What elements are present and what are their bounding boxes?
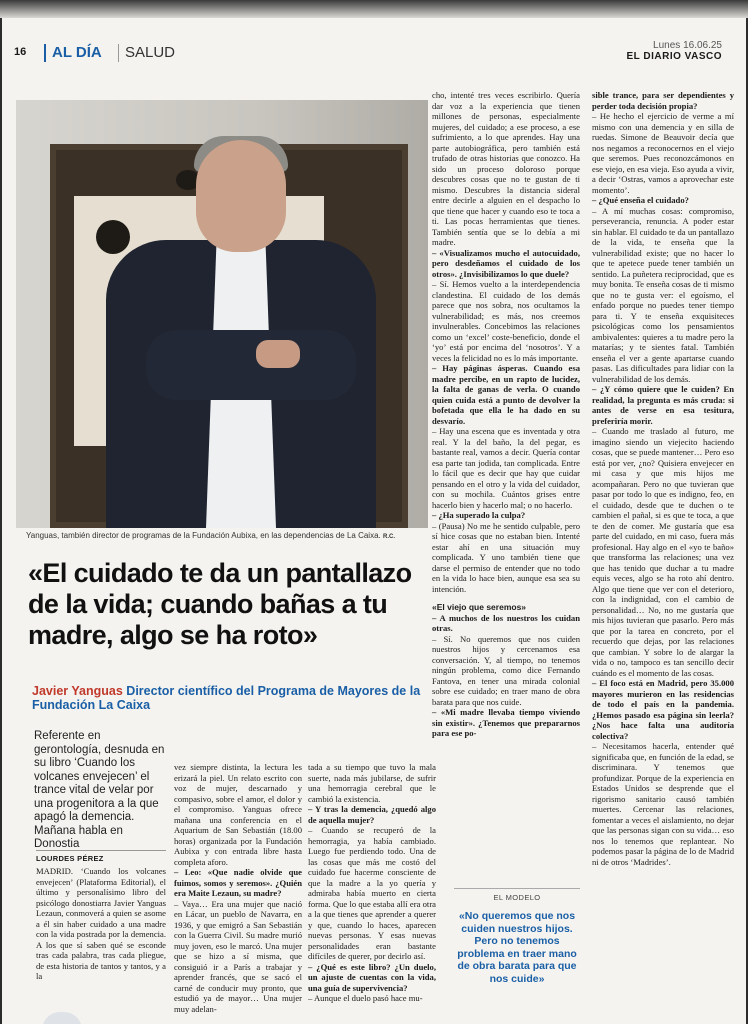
- column-3: [308, 762, 436, 1004]
- overlay-button-left: [42, 1012, 82, 1024]
- interviewee-name: Javier Yanguas: [32, 684, 123, 698]
- question: – A muchos de los nuestros los cuidan otras.: [432, 612, 580, 633]
- paragraph: vez siempre distinta, la lectura les erizará la piel. Un relato escrito con voz de mujer, descarnado y compasivo, sobre el amor, el dolor y el compromiso. Yanguas ofrece mañana una conferencia en el Aquarium de San Sebastián (18.00 horas) organizada por la Fundación Aubixa y con entrada libre hasta completa aforo.: [174, 762, 302, 867]
- lede: Referente en gerontología, desnuda en su libro ‘Cuando los volcanes envejecen’ el trance vital de velar por una progenitora a la que apagó la demencia. Mañana habla en Donostia: [34, 730, 165, 850]
- photo-credit: R.C.: [382, 534, 395, 540]
- column-4: [432, 90, 580, 739]
- pull-quote-label: EL MODELO: [454, 888, 580, 902]
- question: – ¿Y cómo quiere que le cuiden? En realidad, la pregunta es más cruda: si antes de verse en esa tesitura, preferiría morir.: [592, 384, 734, 426]
- pull-quote-box: [454, 888, 580, 985]
- question: – Leo: «Que nadie olvide que fuimos, somos y seremos». ¿Quién era Maite Lezaun, su madre?: [174, 867, 302, 898]
- paragraph: – He hecho el ejercicio de verme a mí mismo con una demencia y en silla de ruedas. Simone de Beauvoir decía que nos negamos a reconocernos en el viejo que seremos. Pues reconozcámonos en ese viejo, en esa vieja. Eso ayuda a vivir, a decir ‘Ostras, vamos a aprovechar este momento’.: [592, 111, 734, 195]
- question: – «Mi madre llevaba tiempo viviendo sin existir». ¿Tenemos que prepararnos para ese po-: [432, 707, 580, 738]
- column-2: [174, 762, 302, 1014]
- author: LOURDES PÉREZ: [36, 850, 166, 863]
- portrait-subject: [106, 120, 386, 528]
- paragraph: – Cuando se recuperó de la hemorragia, ya había cambiado. Luego fue perdiendo todo. Una de las cosas que más me costó del cuidado fue hacerme consciente de que la madre a la yo quería y admiraba había muerto en cierta forma. Que lo que estaba allí era otra a la que tienes que aprender a querer y que, cuando lo haces, aparecen nuevas personas. Y esas nuevas personalidades eran bastante difíciles de querer, por decirlo así.: [308, 825, 436, 961]
- paragraph: – (Pausa) No me he sentido culpable, pero sí hice cosas que no estaban bien. Intenté estar ahí en una situación muy complicada. Y uno también tiene que darse el permiso de entender que no todo en la vida lo hace bien, aunque esa sea su intención.: [432, 520, 580, 594]
- question: sible trance, para ser dependientes y perder toda decisión propia?: [592, 90, 734, 111]
- question: – Y tras la demencia, ¿quedó algo de aquella mujer?: [308, 804, 436, 825]
- byline: [32, 684, 438, 712]
- paragraph: – Sí. No queremos que nos cuiden nuestros hijos y cercenamos esa conversación. Y, al tiempo, no tenemos ningún problema, como dice Fernando Fantova, en tener una mirada colonial sobre ese cuidado; en traer mano de obra barata para que nos cuide.: [432, 633, 580, 707]
- paragraph: – Sí. Hemos vuelto a la interdependencia clandestina. El cuidado de los demás parece que nos sobra, nos ocultamos la vulnerabilidad; es más, nos creemos invulnerables. Concebimos las relaciones como un ‘excel’ coste-beneficio, donde el ‘yo’ está por encima del ‘nosotros’. Y a veces la felicidad no es lo más importante.: [432, 279, 580, 363]
- paragraph: – A mí muchas cosas: compromiso, perseverancia, renuncia. A poder estar sin hablar. El cuidado te da un pantallazo de la vida, te enseña que la vulnerabilidad existe; que no hacer lo que te apetece puede tener también un sentido. La puñetera reciprocidad, que es muy bonita. Te enseña cosas de ti mismo que no te gusta ver: el egoísmo, el enfado porque no puedes tener tiempo para ti. Y te enseña exquisiteces psicológicas como los pensamientos ambivalentes: quieres a tu madre pero la matarías; y te sientes fatal. También enseña el ver a gente apartarse cuando pasas. Las dificultades para lidiar con la vulnerabilidad de los demás.: [592, 205, 734, 384]
- paragraph: – Cuando me traslado al futuro, me imagino siendo un viejecito haciendo cosas, que se puede mantener… Pero eso está por ver, ¿no? Quisiera envejecer en mi casa y que mis hijos me acompañaran. Pero no que tuvieran que pasar por todo lo que es indigno, feo, en el cuidado, desde que te duchen o te cambien el pañal, si es que te toca, a que te den de comer. Me gustaría que esa parte del cuidado, en mi caso, fuera más profesional. Hay algo en el «yo te baño» que transforma las relaciones; una vez que has tenido que duchar a tu madre equis veces, algo se ha roto ahí dentro. Algo que tiene que ver con el deterioro, con la indignidad, con el cambio de personalidad… No, no me gustaría que mis hijos tuvieran que pasarlo. Pero más que por la tarea en concreto, por el recuerdo que dejas, por las relaciones que cambian. Y sobre lo de alargar la vida o no, tampoco es tan sencillo decir cuándo es el momento de las cosas.: [592, 426, 734, 678]
- subsection-label: SALUD: [118, 44, 175, 62]
- page-header: [14, 40, 734, 68]
- pull-quote: «No queremos que nos cuiden nuestros hijos. Pero no tenemos problema en traer mano de obra barata para que nos cuide»: [457, 910, 577, 985]
- newspaper-name: EL DIARIO VASCO: [626, 51, 722, 62]
- question: – ¿Qué enseña el cuidado?: [592, 195, 689, 205]
- portrait-photo: [16, 100, 428, 528]
- question: – «Visualizamos mucho el autocuidado, pero desdeñamos el cuidado de los otros». ¿Invisibilizamos lo que duele?: [432, 247, 580, 279]
- paragraph: – Hay una escena que es inventada y otra real. Y la del baño, la del pegar, es bastante real, vamos a decir. Quería contar esa parte tan jodida, tan complicada. Entre lo fácil que es decir que hay que cuidar pensando en el otro y la vida del cuidador, con su mochila. Cuántos grises entre hacerlo bien y hacerlo mal; o no hacerlo.: [432, 426, 580, 510]
- question: – Hay páginas ásperas. Cuando esa madre percibe, en un rapto de lucidez, la falta de ganas de verla. O cuando quien cuida está a punto de devolver la bofetada que ella le ha dado en su desvarío.: [432, 363, 580, 426]
- headline: «El cuidado te da un pantallazo de la vida; cuando bañas a tu madre, algo se ha roto»: [28, 558, 412, 650]
- paragraph: – Aunque el duelo pasó hace mu-: [308, 993, 423, 1003]
- photo-caption: [26, 531, 426, 540]
- question: – ¿Ha superado la culpa?: [432, 510, 526, 520]
- paragraph: MADRID. ‘Cuando los volcanes envejecen’ (Plataforma Editorial), el último y personalísimo libro del psicólogo donostiarra Javier Yanguas Lezaun, conmoverá a quien se asome a él sin haber cuidado a una madre con la vida postrada por la demencia. A los que sí saben qué se esconde tras cada palabra, tras cada pliegue, de esta historia de tantos y tantos, y a la: [36, 866, 166, 981]
- top-shadow: [0, 0, 748, 18]
- column-1: [36, 866, 166, 982]
- question: – El foco está en Madrid, pero 35.000 mayores murieron en las residencias de todo el país en la pandemia. ¿Hemos pasado esa página sin leerla? ¿Nos hace falta una auditoría colectiva?: [592, 678, 734, 741]
- paragraph: tada a su tiempo que tuvo la mala suerte, nada más jubilarse, de sufrir una hemorragia cerebral que le cambió la existencia.: [308, 762, 436, 804]
- paragraph: – Necesitamos hacerla, entender qué significaba que, en función de la edad, se discriminara. Y tenemos que profundizar. Porque de la experiencia en Estados Unidos se desprende que el rigorismo sanitario causó también muertes. Cercenar las relaciones, fomentar a veces el aislamiento, no dejar que las personas sigan con su vida… eso nos lo tenemos que replantear. No podemos pasar la página de lo de Madrid ni de otros ‘Madrides’.: [592, 741, 734, 867]
- paragraph: – Vaya… Era una mujer que nació en Lácar, un pueblo de Navarra, en 1936, y que emigró a San Sebastián con la Guerra Civil. Su madre murió muy joven, eso le marcó. Una mujer que se hizo a sí misma, que consiguió ir a París a trabajar y aprender francés, que se sacó el carné de conducir muy pronto, que estudió ya de mayor… Una mujer muy adelan-: [174, 898, 302, 1014]
- page-number: 16: [14, 46, 27, 58]
- section-label: AL DÍA: [44, 44, 102, 62]
- column-5: [592, 90, 734, 867]
- caption-text: Yanguas, también director de programas de la Fundación Aubixa, en las dependencias de La Caixa.: [26, 531, 381, 540]
- issue-date: Lunes 16.06.25: [653, 40, 722, 51]
- question: – ¿Qué es este libro? ¿Un duelo, un ajuste de cuentas con la vida, una guía de supervivencia?: [308, 961, 436, 993]
- paragraph: cho, intenté tres veces escribirlo. Quería dar voz a la experiencia que tienen millones de personas, especialmente mujeres, del cuidado; a ese proceso, a ese sufrimiento, a lo que aprendes. Hay una parte autobiográfica, pero también está trufado de otras historias que conozco. Ha sido un proceso doloroso porque descubres cosas que no te gustan de ti mismo. Descubres la distancia sideral entre decirle a alguien en el despacho lo que tiene que hacer y cuando eso te toca a ti. Las pocas herramientas que tienes. También sentía que se lo debía a mi madre.: [432, 90, 580, 247]
- interviewee-role: Director científico del Programa de Mayores de la Fundación La Caixa: [32, 684, 421, 712]
- newspaper-page: [2, 18, 746, 1024]
- subheading: «El viejo que seremos»: [432, 602, 527, 612]
